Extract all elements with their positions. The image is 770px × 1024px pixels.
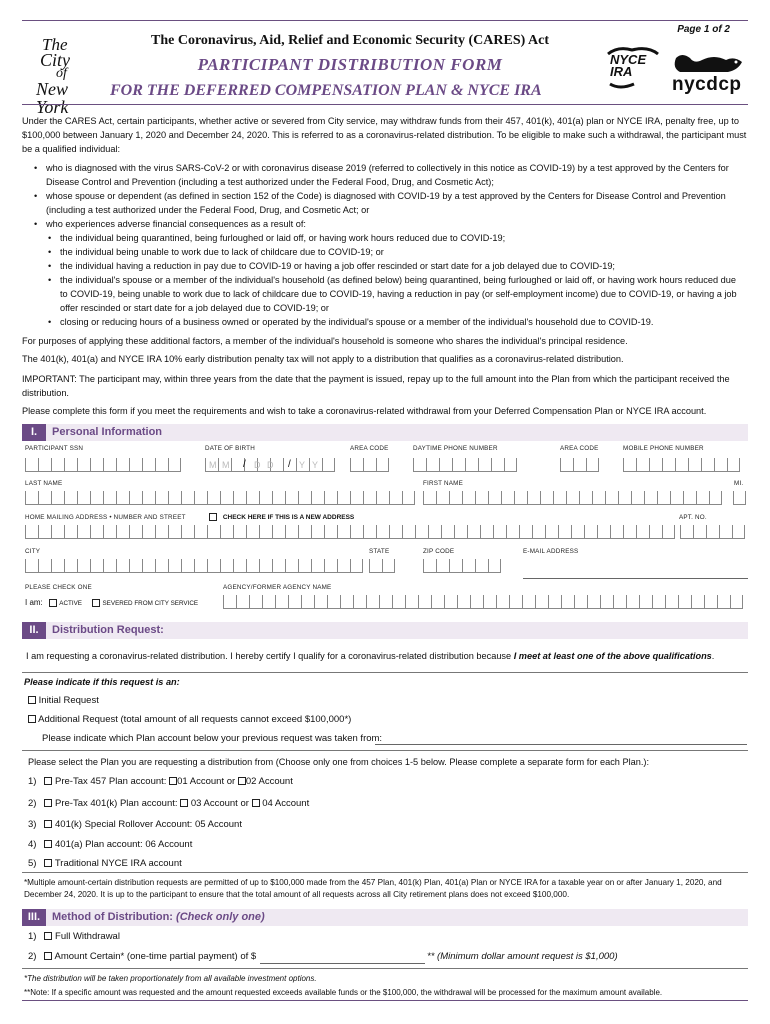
divider <box>22 750 748 751</box>
address-label: HOME MAILING ADDRESS • NUMBER AND STREET <box>25 514 186 521</box>
section-3-number: III. <box>22 909 46 926</box>
option-number: 1) <box>28 931 37 942</box>
new-address-checkbox[interactable] <box>209 513 217 521</box>
choice-option-b: 02 Account <box>245 776 293 787</box>
plan-choice-5[interactable] <box>28 857 428 870</box>
middle-initial-input[interactable] <box>733 491 746 505</box>
plan-choice-2[interactable] <box>28 797 428 810</box>
initial-request-checkbox[interactable] <box>28 696 36 704</box>
certify-text <box>26 650 750 663</box>
plan-457-checkbox[interactable] <box>44 777 52 785</box>
dob-year-hint: Y <box>312 460 319 470</box>
dob-separator: / <box>243 459 246 470</box>
amount-certain-label: Amount Certain* (one-time partial payment) of $ <box>54 951 257 962</box>
agency-label: AGENCY/FORMER AGENCY NAME <box>223 584 332 591</box>
choice-text: 401(k) Special Rollover Account: 05 Account <box>55 819 242 830</box>
last-name-label: LAST NAME <box>25 480 63 487</box>
logo-word: The <box>42 35 68 54</box>
bullet-dot: • <box>34 163 38 173</box>
account-02-checkbox[interactable] <box>238 777 246 785</box>
amount-certain-option[interactable] <box>28 950 256 963</box>
certify-statement: I am requesting a coronavirus-related distribution. I hereby certify I qualify for a coronavirus-related distribution because <box>26 651 514 661</box>
dob-separator: / <box>288 459 291 470</box>
address-input[interactable] <box>25 525 675 539</box>
bottom-rule <box>22 1000 748 1001</box>
page-number: Page 1 of 2 <box>677 24 730 35</box>
additional-request-label: Additional Request (total amount of all requests cannot exceed $100,000*) <box>38 714 352 725</box>
bullet-dot: • <box>48 275 52 285</box>
ssn-input[interactable] <box>25 458 181 472</box>
active-label: ACTIVE <box>59 600 82 607</box>
full-withdrawal-checkbox[interactable] <box>44 932 52 940</box>
choice-number: 4) <box>28 839 37 850</box>
choice-text: 401(a) Plan account: 06 Account <box>55 839 193 850</box>
act-title: The Coronavirus, Aid, Relief and Economic Security (CARES) Act <box>151 33 549 48</box>
plan-nyce-ira-checkbox[interactable] <box>44 859 52 867</box>
form-title: PARTICIPANT DISTRIBUTION FORM <box>197 55 503 74</box>
ssn-label: PARTICIPANT SSN <box>25 445 84 452</box>
dob-month-hint: M <box>209 460 217 470</box>
initial-request-label: Initial Request <box>38 695 99 706</box>
divider <box>22 968 748 969</box>
area-code-label: AREA CODE <box>560 445 599 452</box>
sub-bullet-item: the individual's spouse or a member of the individual's household (as defined below) being quarantined, being furloughed or laid off, or having work hours reduced due to COVID-19, being unable to work due to lack of childcare due to COVID-19, having a reduction in pay (or self-employment income) due to COVID-19, or having a job offer rescinded or start date for a job delayed due to COVID-19; or <box>60 275 737 313</box>
i-am-label: I am: <box>25 598 43 607</box>
intro-paragraph: Under the CARES Act, certain participants, whether active or severed from City service, may withdraw funds from their 457, 401(k), 401(a) plan or NYCE IRA, penalty free, up to $100,000 between January 1, 2020 and December 24, 2020. This is referred to as a coronavirus-related distribution. To be eligible to make such a withdrawal, the participant must be a qualified individual: <box>22 116 747 154</box>
header-rule <box>22 104 748 105</box>
email-label: E-MAIL ADDRESS <box>523 548 579 555</box>
nycdcp-text: nycdcp <box>672 74 742 95</box>
apt-input[interactable] <box>680 525 745 539</box>
mobile-phone-input[interactable] <box>623 458 740 472</box>
choice-option-a: 03 Account or <box>190 798 249 809</box>
sub-bullet-item: the individual being unable to work due to lack of childcare due to COVID-19; or <box>60 247 384 257</box>
bullet-item: whose spouse or dependent (as defined in section 152 of the Code) is diagnosed with COVID-19 by a test approved by the Centers for Disease Control and Prevention (including a test authorized under the Federal Food, Drug, and Cosmetic Act; or <box>46 191 726 215</box>
certify-end: . <box>711 651 715 661</box>
nyce-ira-text: NYCE IRA <box>610 52 647 79</box>
squirrel-icon <box>668 50 750 76</box>
divider <box>22 872 748 873</box>
choice-number: 5) <box>28 858 37 869</box>
status-options <box>25 598 198 607</box>
logo-word: of <box>56 66 67 81</box>
state-label: STATE <box>369 548 390 555</box>
choice-text: Traditional NYCE IRA account <box>54 858 182 869</box>
section-2-number: II. <box>22 622 46 639</box>
account-01-checkbox[interactable] <box>169 777 177 785</box>
plan-choice-1[interactable] <box>28 775 428 788</box>
bullet-item: who is diagnosed with the virus SARS-CoV-2 or with coronavirus disease 2019 (referred to collectively in this notice as COVID-19) by a test approved by the Centers for Disease Control and Prevention (including a test authorized under the Federal Food, Drug, and Cosmetic Act); <box>46 163 729 187</box>
zip-input[interactable] <box>423 559 501 573</box>
bullet-dot: • <box>48 317 52 327</box>
penalty-paragraph: The 401(k), 401(a) and NYCE IRA 10% early distribution penalty tax will not apply to a distribution that qualifies as a coronavirus-related distribution. <box>22 354 624 364</box>
select-plan-prompt: Please select the Plan you are requesting a distribution from (Choose only one from choices 1-5 below. Please complete a separate form for each Plan.): <box>28 757 649 767</box>
new-address-option[interactable] <box>209 513 354 521</box>
plan-choice-3[interactable] <box>28 818 428 831</box>
choice-number: 3) <box>28 819 37 830</box>
choice-option-b: 04 Account <box>262 798 310 809</box>
choice-option-a: 01 Account or <box>177 776 236 787</box>
bullet-dot: • <box>48 233 52 243</box>
section-1-number: I. <box>22 424 46 441</box>
mobile-phone-label: MOBILE PHONE NUMBER <box>623 445 704 452</box>
nyce-ira-logo <box>604 44 662 92</box>
choice-text: Pre-Tax 457 Plan account: <box>55 776 167 787</box>
dob-month-hint: M <box>222 460 230 470</box>
account-04-checkbox[interactable] <box>252 799 260 807</box>
daytime-phone-label: DAYTIME PHONE NUMBER <box>413 445 498 452</box>
sub-bullet-item: the individual being quarantined, being furloughed or laid off, or having work hours reduced due to COVID-19; <box>60 233 506 243</box>
active-checkbox[interactable] <box>49 599 57 607</box>
area-code-label: AREA CODE <box>350 445 389 452</box>
plan-401k-checkbox[interactable] <box>44 799 52 807</box>
logo-word: City <box>40 50 70 70</box>
account-03-checkbox[interactable] <box>180 799 188 807</box>
amount-certain-checkbox[interactable] <box>44 952 52 960</box>
new-address-label: CHECK HERE IF THIS IS A NEW ADDRESS <box>222 513 355 521</box>
severed-checkbox[interactable] <box>92 599 100 607</box>
check-one-label: PLEASE CHECK ONE <box>25 584 92 591</box>
certify-emphasis: I meet at least one of the above qualifications <box>513 651 712 661</box>
form-subtitle: FOR THE DEFERRED COMPENSATION PLAN & NYCE IRA <box>110 82 542 99</box>
plan-choice-4[interactable] <box>28 838 428 851</box>
bullet-dot: • <box>48 247 52 257</box>
zip-label: ZIP CODE <box>423 548 455 555</box>
full-withdrawal-option[interactable] <box>28 930 120 943</box>
sub-bullet-item: closing or reducing hours of a business owned or operated by the individual's spouse or a member of the individual's household due to COVID-19. <box>60 317 654 327</box>
minimum-amount-note: ** (Minimum dollar amount request is $1,000) <box>427 951 618 962</box>
household-paragraph: For purposes of applying these additional factors, a member of the individual's household is someone who shares the individual's principal residence. <box>22 336 628 346</box>
city-input[interactable] <box>25 559 363 573</box>
plan-401a-checkbox[interactable] <box>44 840 52 848</box>
daytime-area-code-input[interactable] <box>350 458 389 472</box>
bullet-dot: • <box>34 219 38 229</box>
proportional-note: *The distribution will be taken proportionately from all available investment options. <box>24 974 317 983</box>
mobile-area-code-input[interactable] <box>560 458 599 472</box>
previous-plan-input[interactable] <box>375 744 747 745</box>
plan-rollover-checkbox[interactable] <box>44 820 52 828</box>
instructions-paragraph: Please complete this form if you meet the requirements and wish to take a coronavirus-related withdrawal from your Deferred Compensation Plan or NYCE IRA account. <box>22 406 707 416</box>
amount-input[interactable] <box>260 963 425 964</box>
email-input[interactable] <box>523 578 748 579</box>
dob-day-hint: D <box>267 460 274 470</box>
sub-bullet-item: the individual having a reduction in pay due to COVID-19 or having a job offer rescinded or start date for a job delayed due to COVID-19; <box>60 261 615 271</box>
request-type-label: Please indicate if this request is an: <box>24 677 180 687</box>
nycdcp-logo <box>668 50 750 98</box>
important-paragraph: IMPORTANT: The participant may, within three years from the date that the payment is issued, repay up to the full amount into the Plan from which the participant received the distribution. <box>22 374 730 398</box>
multiple-requests-footnote: *Multiple amount-certain distribution requests are permitted of up to $100,000 made from the 457 Plan, 401(k) Plan, 401(a) Plan or NYCE IRA for a taxable year on or after January 1, 2020, and December 24, 2020. It is up to the participant to ensure that the total amount of all requests across all City retirement plans does not exceed $100,000. <box>24 878 722 899</box>
divider <box>22 672 748 673</box>
logo-word: New York <box>36 79 69 117</box>
dob-day-hint: D <box>254 460 261 470</box>
last-name-input[interactable] <box>25 491 415 505</box>
section-3-title-text: Method of Distribution: <box>52 911 173 923</box>
maximum-amount-note: **Note: If a specific amount was requested and the amount requested exceeds available funds or the $100,000, the withdrawal will be processed for the maximum amount available. <box>24 988 663 997</box>
apt-label: APT. NO. <box>679 514 707 521</box>
bullet-dot: • <box>48 261 52 271</box>
first-name-label: FIRST NAME <box>423 480 464 487</box>
severed-label: SEVERED FROM CITY SERVICE <box>102 600 199 607</box>
option-number: 2) <box>28 951 37 962</box>
section-2-title: Distribution Request: <box>52 624 164 636</box>
bullet-item: who experiences adverse financial consequences as a result of: <box>46 219 306 229</box>
section-3-title <box>52 909 265 926</box>
choice-number: 1) <box>28 776 37 787</box>
first-name-input[interactable] <box>423 491 722 505</box>
full-withdrawal-label: Full Withdrawal <box>55 931 120 942</box>
city-label: CITY <box>25 548 41 555</box>
dob-label: DATE OF BIRTH <box>205 445 255 452</box>
section-1-title: Personal Information <box>52 426 163 438</box>
choice-text: Pre-Tax 401(k) Plan account: <box>55 798 178 809</box>
initial-request-option[interactable] <box>28 694 99 707</box>
additional-request-checkbox[interactable] <box>28 715 36 723</box>
agency-input[interactable] <box>223 595 743 609</box>
dob-year-hint: Y <box>299 460 306 470</box>
state-input[interactable] <box>369 559 395 573</box>
choice-number: 2) <box>28 798 37 809</box>
additional-request-option[interactable] <box>28 713 351 726</box>
bullet-dot: • <box>34 191 38 201</box>
daytime-phone-input[interactable] <box>413 458 517 472</box>
middle-initial-label: MI. <box>734 480 744 487</box>
previous-plan-prompt: Please indicate which Plan account below your previous request was taken from: <box>42 733 383 744</box>
top-rule <box>22 20 748 21</box>
section-3-note: (Check only one) <box>176 911 265 923</box>
